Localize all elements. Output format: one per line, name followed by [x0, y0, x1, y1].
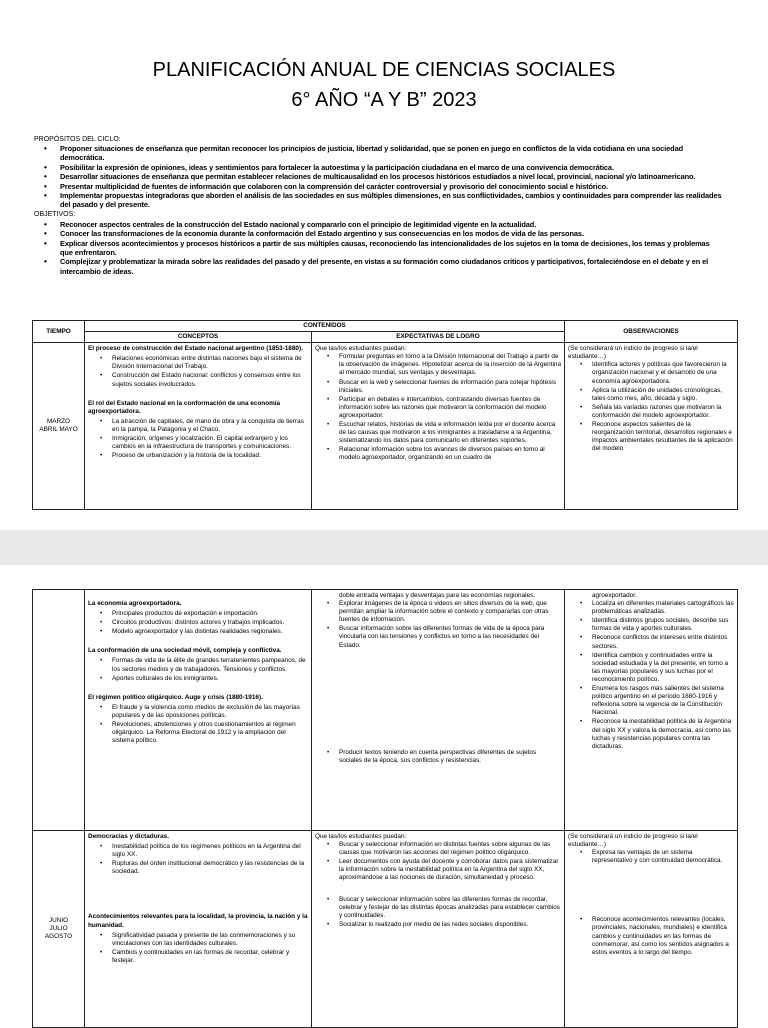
concept-item: • Revoluciones, abstenciones y otros cuestionamientos al régimen oligárquico. La Reforma Electoral de 1912 y la ampliación del sistema político. [112, 721, 308, 745]
concept-item: • Aportes culturales de los inmigrantes. [112, 675, 308, 683]
objetivo-item: • Reconocer aspectos centrales de la construcción del Estado nacional y compararlo con el principio de legitimidad vigente en la actualidad. [60, 220, 724, 229]
objetivos-label: OBJETIVOS: [34, 210, 76, 218]
row3-expectativas [312, 831, 565, 1028]
concept-item: • Circuitos productivos: distintos actores y trabajos implicados. [112, 619, 308, 627]
row3-observaciones [565, 831, 738, 1028]
propositos-label: PROPÓSITOS DEL CICLO: [34, 136, 121, 143]
observacion-item: • Identifica cambios y continuidades entre la sociedad estudiada y la del presente, en torno a las mayorías populares y sus luchas por el reconocimiento político. [592, 652, 734, 684]
concept-item: • Cambios y continuidades en las formas de recordar, celebrar y festejar. [112, 949, 308, 965]
expectativas-intro: Que las/los estudiantes puedan: [315, 345, 407, 353]
expectativa-item: • Escuchar relatos, historias de vida e información leída por el docente acerca de las causas que motivaron a los inmigrantes a trasladarse a la Argentina, sistematizando los datos para comunicarlo en diferentes soportes. [339, 421, 561, 445]
expectativa-item: • Buscar en la web y seleccionar fuentes de información para cotejar hipótesis iniciales. [339, 379, 561, 395]
concept-item: • Inmigración, orígenes y localización. El capital extranjero y los cambios en la infraestructura de transportes y comunicaciones. [112, 435, 308, 451]
expectativa-item: • Participar en debates e intercambios, contrastando diversas fuentes de información sobre las razones que motivaron la conformación del modelo agroexportador. [339, 396, 561, 420]
observacion-item: • Señala las variadas razones que motivaron la conformación del modelo agroexportador. [592, 404, 734, 420]
row2-observaciones [565, 590, 738, 831]
concept-heading: El régimen político oligárquico. Auge y crisis (1880-1916). [88, 693, 263, 701]
expectativa-item: • Buscar y seleccionar información sobre las diferentes formas de recordar, celebrar y festejar de las distintas épocas analizadas para establecer cambios y continuidades. [339, 896, 561, 920]
document-page-2 [0, 565, 768, 1024]
concept-heading: Democracias y dictaduras. [88, 833, 169, 840]
observacion-item: • Aplica la utilización de unidades cronológicas, tales como mes, año, década y siglo. [592, 387, 734, 403]
header-conceptos: CONCEPTOS [85, 332, 312, 343]
propositos-section [34, 135, 724, 276]
proposito-item: • Implementar propuestas integradoras que aborden el análisis de las sociedades en sus múltiples dimensiones, en sus conflictividades, cambios y continuidades para comprender las realidades del pasado y del presente. [60, 191, 724, 210]
row1-conceptos [85, 343, 312, 510]
expectativas-intro: Que las/los estudiantes puedan: [315, 833, 407, 840]
row2-conceptos [85, 590, 312, 831]
row1-expectativas [312, 343, 565, 510]
concept-item: • Construcción del Estado nacional: conflictos y consensos entre los sujetos sociales involucrados. [112, 372, 308, 388]
concept-item: • Formas de vida de la élite de grandes terratenientes pampeanos, de los sectores medios y de trabajadores. Tensiones y conflictos. [112, 657, 308, 673]
expectativa-item: • Socializar lo realizado por medio de las redes sociales disponibles. [339, 921, 561, 929]
expectativa-item: • Formular preguntas en torno a la División Internacional del Trabajo a partir de la observación de imágenes. Hipotetizar acerca de la inserción de la Argentina al mercado mundial, sus ventajas y desventajas. [339, 353, 561, 377]
document-title: PLANIFICACIÓN ANUAL DE CIENCIAS SOCIALES [152, 59, 616, 81]
observacion-item: • Reconoce conflictos de intereses entre distintos sectores. [592, 634, 734, 650]
objetivo-item: • Complejizar y problematizar la mirada sobre las realidades del pasado y del presente, en vistas a su formación como ciudadanos críticos y participativos, fortaleciéndose en el debate y en el intercambio de ideas. [60, 257, 724, 276]
proposito-item: • Posibilitar la expresión de opiniones, ideas y sentimientos para fortalecer la autoestima y la participación ciudadana en el marco de una convivencia democrática. [60, 163, 724, 172]
header-contenidos: CONTENIDOS [85, 321, 565, 332]
concept-heading: La economía agroexportadora. [88, 600, 182, 607]
proposito-item: • Proponer situaciones de enseñanza que permitan reconocer los principios de justicia, libertad y solidaridad, que se ponen en juego en conflictos de la vida cotidiana en una sociedad democrática. [60, 144, 724, 163]
observacion-item: • Localiza en diferentes materiales cartográficos las problemáticas analizadas. [592, 600, 734, 616]
planning-table [32, 320, 738, 510]
observacion-item: • Expresa las ventajas de un sistema representativo y con continuidad democrática. [592, 849, 734, 865]
row1-tiempo [33, 343, 85, 510]
observacion-item: • Identifica distintos grupos sociales, describe sus formas de vida y aportes culturales. [592, 617, 734, 633]
header-expectativas: EXPECTATIVAS DE LOGRO [312, 332, 565, 343]
observacion-item: • Reconoce aspectos salientes de la reorganización territorial, desarrollos regionales e impactos ambientales resultantes de la aplicación del modelo [592, 421, 734, 453]
expectativas-continued: doble entrada ventajas y desventajas para las economías regionales. [339, 592, 536, 599]
observacion-item: • Reconoce acontecimientos relevantes (locales, provinciales, nacionales, mundiales) e identifica cambios y continuidades en las formas de conmemorar, así como los sentidos asignados a estos eventos a lo largo del tiempo. [592, 916, 734, 956]
expectativa-item: • Buscar información sobre las diferentes formas de vida de la época para vincularla con las tensiones y conflictos en torno a las necesidades del Estado. [339, 625, 561, 649]
observaciones-continued: agroexportador. [592, 592, 637, 599]
observaciones-intro: (Se considerará un indicio de progreso si la/el estudiante…) [568, 833, 698, 849]
concept-heading: Acontecimientos relevantes para la localidad, la provincia, la nación y la humanidad. [88, 913, 308, 929]
concept-item: • Relaciones económicas entre distintas naciones bajo el sistema de División Internacional del Trabajo. [112, 355, 308, 371]
concept-heading: La conformación de una sociedad móvil, compleja y conflictiva. [88, 647, 282, 655]
proposito-item: • Presentar multiplicidad de fuentes de información que colaboren con la comprensión del carácter controversial y provisorio del conocimiento social e histórico. [60, 182, 724, 191]
observacion-item: • Enumera los rasgos más salientes del sistema político argentino en el período 1880-1916 y reflexiona sobre la vigencia de la Constitución Nacional. [592, 685, 734, 717]
expectativa-item: • Producir textos teniendo en cuenta perspectivas diferentes de sujetos sociales de la época, sus conflictos y resistencias. [339, 749, 561, 765]
proposito-item: • Desarrollar situaciones de enseñanza que permitan establecer relaciones de multicausalidad en los procesos históricos estudiados a nivel local, provincial, nacional y/o latinoamericano. [60, 172, 724, 181]
concept-item: • Proceso de urbanización y la historia de la localidad. [112, 452, 308, 460]
page-gap [0, 530, 768, 565]
objetivo-item: • Explicar diversos acontecimientos y procesos históricos a partir de sus múltiples causas, reconociendo las intencionalidades de los sujetos en la toma de decisiones, los temas y problemas que enfrentaron. [60, 239, 724, 258]
expectativa-item: • Leer documentos con ayuda del docente y corroborar datos para sistematizar la información sobre la inestabilidad política en la Argentina del siglo XX, aproximándose a las nociones de duración, simultaneidad y proceso. [339, 858, 561, 882]
document-subtitle: 6° AÑO “A Y B” 2023 [291, 89, 477, 111]
row1-observaciones [565, 343, 738, 510]
expectativa-item: • Relacionar información sobre los avances de diversos países en torno al modelo agroexportador, organizando en un cuadro de [339, 446, 561, 462]
planning-table-continued [32, 589, 738, 1028]
expectativa-item: • Explorar imágenes de la época o videos en sitios diversos de la web, que permitan ampliar la información sobre el contexto y compararlas con otras fuentes de información. [339, 600, 561, 624]
row2-expectativas [312, 590, 565, 831]
header-tiempo: TIEMPO [33, 321, 85, 343]
row3-tiempo-text: JUNIO JULIO AGOSTO [44, 916, 73, 941]
concept-heading: El rol del Estado nacional en la conformación de una economía agroexportadora. [88, 399, 281, 415]
observacion-item: • Reconoce la inestabilidad política de la Argentina del siglo XX y valora la democracia, así como las luchas y resistencias populares contra las dictaduras. [592, 718, 734, 750]
concept-heading: El proceso de construcción del Estado nacional argentino (1853-1880). [88, 345, 303, 353]
row3-conceptos [85, 831, 312, 1028]
observaciones-intro: (Se considerará un indicio de progreso si la/el estudiante…) [568, 345, 698, 361]
expectativa-item: • Buscar y seleccionar información en distintas fuentes sobre algunas de las causas que motivaron las acciones del régimen político oligárquico. [339, 841, 561, 857]
concept-item: • El fraude y la violencia como medios de exclusión de las mayorías populares y de las oposiciones políticas. [112, 704, 308, 720]
concept-item: • Principales productos de exportación e importación. [112, 610, 308, 618]
concept-item: • Significatividad pasada y presente de las conmemoraciones y su vinculaciones con las identidades culturales. [112, 932, 308, 948]
row2-tiempo [33, 590, 85, 831]
objetivo-item: • Conocer las transformaciones de la economía durante la conformación del Estado argentino y sus consecuencias en los modos de vida de las personas. [60, 229, 724, 238]
header-observaciones: OBSERVACIONES [565, 321, 738, 343]
concept-item: • Modelo agroexportador y las distintas realidades regionales. [112, 628, 308, 636]
row1-tiempo-text: MARZO ABRIL MAYO [39, 418, 78, 434]
concept-item: • Inestabilidad política de los regímenes políticos en la Argentina del siglo XX. [112, 843, 308, 859]
concept-item: • Rupturas del orden institucional democrático y las resistencias de la sociedad. [112, 860, 308, 876]
row3-tiempo [33, 831, 85, 1028]
concept-item: • La atracción de capitales, de mano de obra y la conquista de tierras en la pampa, la Patagonia y el Chaco. [112, 418, 308, 434]
observacion-item: • Identifica actores y políticas que favorecieron la organización nacional y el desarrollo de una economía agroexportadora. [592, 361, 734, 385]
